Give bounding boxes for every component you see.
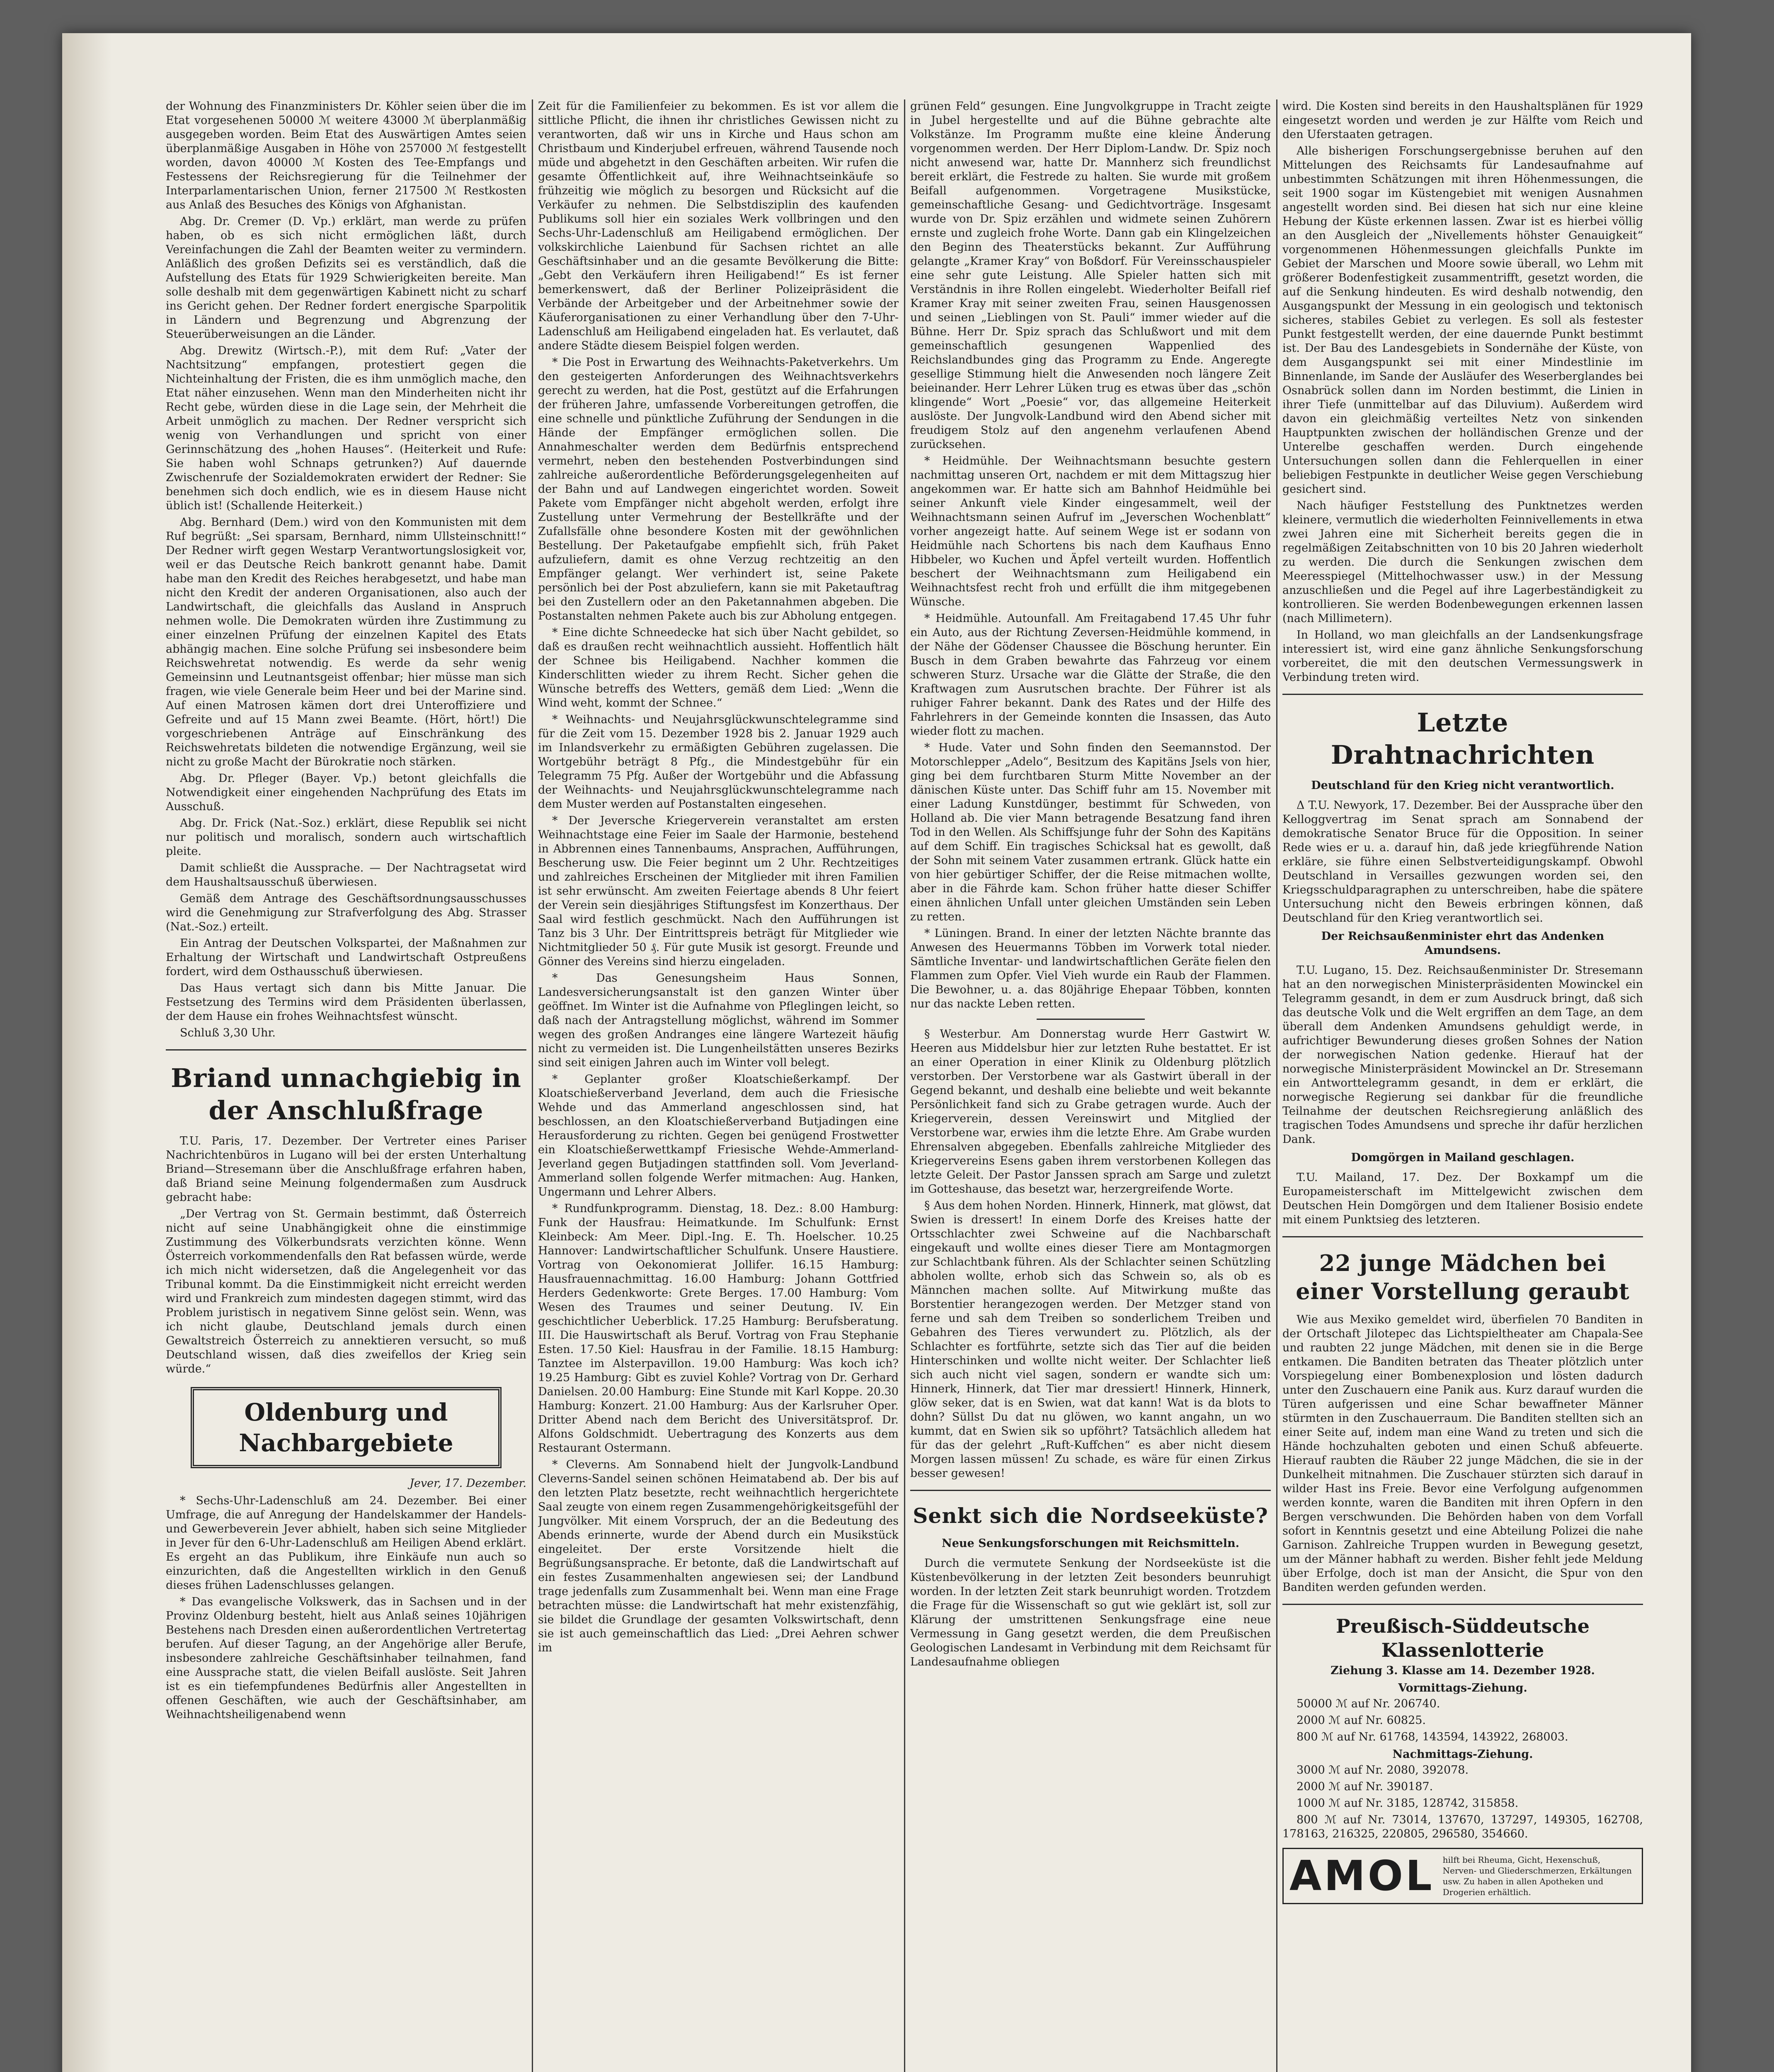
paragraph: * Der Jeversche Kriegerverein veranstaltet am ersten Weihnachtstage eine Feier im Saale der Harmonie, bestehend in Abbrennen eines Tannenbaums, Ansprachen, Aufführungen, Bescherung usw. Die Feier beginnt um 2 Uhr. Rechtzeitiges und zahlreiches Erscheinen der Mitglieder mit ihren Familien ist sehr erwünscht. Am zweiten Feiertage abends 8 Uhr feiert der Verein sein diesjähriges Stiftungsfest im Konzerthaus. Der Saal wird festlich geschmückt. Nach den Aufführungen ist Tanz bis 3 Uhr. Der Eintrittspreis beträgt für Mitglieder wie Nichtmitglieder 50 ₰. Für gute Musik ist gesorgt. Freunde und Gönner des Vereins sind hierzu eingeladen. [538, 814, 899, 968]
lottery-line: 800 ℳ auf Nr. 73014, 137670, 137297, 149305, 162708, 178163, 216325, 220805, 296580, 354660. [1282, 1813, 1643, 1840]
paragraph: Abg. Dr. Pfleger (Bayer. Vp.) betont gleichfalls die Notwendigkeit einer eingehenden Nachprüfung des Etats im Ausschuß. [166, 772, 526, 813]
paragraph: * Die Post in Erwartung des Weihnachts-Paketverkehrs. Um den gesteigerten Anforderungen des Weihnachtsverkehrs gerecht zu werden, hat die Post, gestützt auf die Erfahrungen der früheren Jahre, umfassende Vorbereitungen getroffen, die eine schnelle und pünktliche Zuführung der Sendungen in die Hände der Empfänger ermöglichen sollen. Die Annahmeschalter werden dem Bedürfnis entsprechend vermehrt, neben den bestehenden Postverbindungen sind zahlreiche außerordentliche Beförderungsgelegenheiten auf der Bahn und auf Landwegen eingerichtet worden. Soweit Pakete vom Empfänger nicht abgeholt werden, erfolgt ihre Zustellung unter Vermehrung der Bestellkräfte und der Zufallsfälle ohne besondere Kosten mit der gewöhnlichen Bestellung. Der Paketaufgabe empfiehlt sich, früh Paket aufzuliefern, damit es ohne Verzug rechtzeitig an den Empfänger gelangt. Wer verhindert ist, seine Pakete persönlich bei der Post abzuliefern, kann sie mit Paketauftrag bei den Zustellern oder an den Paketannahmen abgeben. Die Postanstalten nehmen Pakete auch bis zur Abholung entgegen. [538, 356, 899, 622]
paragraph: Alle bisherigen Forschungsergebnisse beruhen auf den Mittelungen des Reichsamts für Landesaufnahme auf unbestimmten Schätzungen mit ihren Höhenmessungen, die seit 1900 sogar im Küstengebiet mit wenigen Ausnahmen angestellt worden sind. Bei diesen hat sich nur eine kleine Hebung der Küste erkennen lassen. Zwar ist es hierbei völlig an den Ausgleich der „Nivellements höhster Genauigkeit“ vorgenommenen Höhenmessungen gleichfalls Punkte im Gebiet der Marschen und Moore sowie überall, wo Lehm mit größerer Bodenfestigkeit zusammentrifft, gesetzt worden, die auf die Senkung hindeuten. Es wird deshalb notwendig, den Ausgangspunkt der Messung in ein geologisch und tektonisch sicheres, stabiles Gebiet zu verlegen. Es soll als festester Punkt festgestellt werden, der eine dauernde Punkt bestimmt ist. Der Bau des Landesgebiets in Sondernähe der Küste, von dem Ausgangspunkt sei mit einer Mindestlinie im Binnenlande, im Sande der Ausläufer des Weserberglandes bei Osnabrück sollen dann im Norden bestimmt, die Linien in ihrer Tiefe (unmittelbar auf das Diluvium). Außerdem wird davon ein gleichmäßig verteiltes Netz von sinkenden Hauptpunkten zwischen der holländischen Grenze und der Unterelbe geschaffen werden. Durch eingehende Untersuchungen sollen dann die Fehlerquellen in einer beliebigen Festpunkte in deutlicher Weise gegen Verschiebung gesichert sind. [1282, 145, 1643, 496]
lottery-line: 2000 ℳ auf Nr. 60825. [1297, 1714, 1426, 1727]
headline-drahtnachrichten: Letzte Drahtnachrichten [1330, 707, 1595, 770]
closing-time: Schluß 3,30 Uhr. [180, 1026, 276, 1039]
subheadline-mailand: Domgörgen in Mailand geschlagen. [1351, 1151, 1575, 1164]
paragraph: Δ T.U. Newyork, 17. Dezember. Bei der Aussprache über den Kelloggvertrag im Senat sprach am Sonnabend der demokratische Senator Bruce für die Opposition. In seiner Rede wies er u. a. darauf hin, daß jede kriegführende Nation erkläre, sie führe einen Selbstverteidigungskampf. Obwohl Deutschland in Versailles gezwungen worden sei, den Kriegsschuldparagraphen zu unterschreiben, habe die spätere Untersuchung nicht den Beweis erbringen können, daß Deutschland für den Krieg verantwortlich sei. [1282, 799, 1643, 925]
lottery-line: 3000 ℳ auf Nr. 2080, 392078. [1297, 1764, 1469, 1777]
divider [1282, 1236, 1643, 1237]
paragraph: Nach häufiger Feststellung des Punktnetzes werden kleinere, vermutlich die wiederholten Feinnivellements in etwa zwei Jahren eine mit Sicherheit bereits gegen die in regelmäßigen Zeitabschnitten von 10 bis 20 Jahren wiederholt zu werden. Die durch die Senkungen zwischen dem Meeresspiegel (Mittelhochwasser usw.) in der Messung anzuschließen und die Pegel auf ihre Lagerbeständigkeit zu kontrollieren. Sie werden Bodenbewegungen erkennen lassen (nach Millimetern). [1282, 499, 1643, 625]
lottery-line: 50000 ℳ auf Nr. 206740. [1297, 1697, 1440, 1710]
column-rule [1276, 99, 1277, 2072]
divider [1282, 1604, 1643, 1605]
lottery-morning-label: Vormittags-Ziehung. [1398, 1682, 1527, 1694]
paragraph: „Der Vertrag von St. Germain bestimmt, daß Österreich nicht auf seine Unabhängigkeit ohne die einstimmige Zustimmung des Völkerbundsrats verzichten könne. Wenn Österreich vorkommendenfalls den Rat befassen würde, werde ich mich nicht widersetzen, daß die Angelegenheit vor das Tribunal kommt. Da die Einstimmigkeit nicht erreicht werden wird und Frankreich zum mindesten dagegen stimmt, wird das Problem juristisch in negativem Sinne gelöst sein. Wenn, was ich nicht glaube, Deutschland jemals durch einen Gewaltstreich Österreich zu annektieren versucht, so muß Deutschland wissen, daß dies zweifellos der Krieg sein würde.“ [166, 1208, 526, 1375]
paragraph: Abg. Dr. Cremer (D. Vp.) erklärt, man werde zu prüfen haben, ob es sich nicht ermöglichen läßt, durch Vereinfachungen die Zahl der Beamten weiter zu vermindern. Anläßlich des großen Defizits sei es verständlich, daß die Aufstellung des Etats für 1929 Schwierigkeiten bereite. Man solle deshalb mit dem gegenwärtigen Kabinett nicht zu scharf ins Gericht gehen. Der Redner fordert energische Sparpolitik in Ländern und Begrenzung und Abgrenzung der Steuerüberweisungen an die Länder. [166, 215, 526, 341]
paragraph: Durch die vermutete Senkung der Nordseeküste ist die Küstenbevölkerung in der letzten Zeit besonders beunruhigt worden. In der letzten Zeit stark beunruhigt worden. Trotzdem die Frage für die Wissenschaft so gut wie geklärt ist, soll zur Klärung der umstrittenen Senkungsfrage eine neue Vermessung in Gang gesetzt werden, die dem Preußischen Geologischen Landesamt in Verbindung mit dem Reichsamt für Landesaufnahme obliegen [910, 1557, 1271, 1668]
column-1 [166, 99, 526, 2072]
subheadline-krieg: Deutschland für den Krieg nicht verantwortlich. [1311, 779, 1614, 792]
column-rule [532, 99, 533, 2072]
paragraph: T.U. Paris, 17. Dezember. Der Vertreter eines Pariser Nachrichtenbüros in Lugano will bei der ersten Unterhaltung Briand—Stresemann über die Anschlußfrage erfahren haben, daß Briand seine Meinung folgendermaßen zum Ausdruck gebracht habe: [166, 1135, 526, 1204]
headline-maedchen: 22 junge Mädchen bei einer Vorstellung geraubt [1296, 1250, 1630, 1305]
paragraph: § Aus dem hohen Norden. Hinnerk, Hinnerk, mat glöwst, dat Swien is dressert! In einem Dorfe des Kreises hatte der Ortsschlachter zwei Schweine auf die Nachbarschaft eingekauft und wollte eines dieser Tiere am Montagmorgen zur Schlachtbank führen. Als der Schlachter seinen Schützling abholen wollte, erhob sich das Schwein so, als ob es Männchen machen sollte. Auf Mitwirkung mußte das Borstentier herangezogen werden. Der Metzger stand von ferne und sah dem Treiben so sonderlichem Treiben und Gebahren des Tieres verwundert zu. Plötzlich, als der Schlachter es fortführte, setzte sich das Tier auf die beiden Hinterschinken und wollte nicht weiter. Der Schlachter ließ sich auch nicht viel sagen, sondern er wandte sich um: Hinnerk, Hinnerk, dat Tier mar dressiert! Hinnerk, Hinnerk, glöw seker, dat is en Swien, wat dat kann! Wat is da blots to dohn? Süllst Du dat nu glöwen, wo kannt angahn, un wo kummt, dat en Swien sik so upföhrt? Tatsächlich alledem hat für das der gelehrt „Ruft-Kuffchen“ es aber nicht diesem Morgen lassen müssen! Zu schade, es wäre für einen Zirkus besser gewesen! [910, 1199, 1271, 1480]
column-4 [1282, 99, 1643, 2072]
paragraph: * Das evangelische Volkswerk, das in Sachsen und in der Provinz Oldenburg besteht, hielt aus Anlaß seines 10jährigen Bestehens nach Dresden einen außerordentlichen Vertretertag berufen. Auf dieser Tagung, an der Angehörige aller Berufe, insbesondere zahlreiche Geschäftsinhaber teilnahmen, fand eine Aussprache statt, die vielen Beifall auslöste. Seit Jahren ist es ein tiefempfundenes Bedürfnis aller Angestellten in offenen Geschäften, wie auch der Geschäftsinhaber, am Weihnachtsheiligenabend wenn [166, 1595, 526, 1721]
column-2 [538, 99, 899, 2072]
paragraph: * Hude. Vater und Sohn finden den Seemannstod. Der Motorschlepper „Adelo“, Besitzum des Kapitäns Jsels von hier, ging bei dem furchtbaren Sturm Mitte November an der dänischen Küste unter. Das Schiff fuhr am 15. November mit einer Ladung Kunstdünger, bestimmt für Schweden, von Holland ab. Die vier Mann betragende Besatzung fand ihren Tod in den Wellen. Als Schiffsjunge fuhr der Sohn des Kapitäns auf dem Schiff. Ein tragisches Schicksal hat es gewollt, daß der Sohn mit seinem Vater zusammen ertrank. Glück hatte ein von hier gebürtiger Schiffer, der die Reise mitmachen wollte, aber in die Fährde kam. Schon früher hatte dieser Schiffer einen ähnlichen Unfall unter gleichen Umständen sein Leben zu retten. [910, 741, 1271, 923]
lottery-results [1282, 1614, 1643, 1841]
lottery-line: 2000 ℳ auf Nr. 390187. [1297, 1780, 1433, 1793]
newspaper-page [62, 33, 1691, 2072]
paragraph: Wie aus Mexiko gemeldet wird, überfielen 70 Banditen in der Ortschaft Jilotepec das Lichtspieltheater am Chapala-See und raubten 22 junge Mädchen, mit denen sie in die Berge entkamen. Die Banditen betraten das Theater plötzlich unter Vorspiegelung einer Bombenexplosion und lösten dadurch unter den Zuschauern eine Panik aus. Kurz darauf wurden die Türen aufgerissen und eine Schar bewaffneter Männer stürmten in den Zuschauerraum. Die Banditen stellten sich an einer Seite auf, indem man eine Wand zu treten und sich die Hände hochzuhalten geboten und einen Schuß abfeuerte. Hierauf raubten die Räuber 22 junge Mädchen, die sie in der Dunkelheit mitnahmen. Die Zuschauer stürzten sich darauf in wilder Hast ins Freie. Bevor eine Verfolgung aufgenommen werden konnte, waren die Banditen mit ihren Opfern in den Bergen verschwunden. Die Behörden haben von dem Vorfall sofort in Kenntnis gesetzt und eine Abteilung Polizei die nahe Garnison. Zahlreiche Truppen wurden in Bewegung gesetzt, um der Männer habhaft zu werden. Bisher fehlt jede Meldung über Erfolge, doch ist man der Ansicht, die Spur von den Banditen werden gefunden werden. [1282, 1313, 1643, 1594]
paragraph: * Das Genesungsheim Haus Sonnen, Landesversicherungsanstalt ist den ganzen Winter über geöffnet. Im Winter ist die Aufnahme von Pfleglingen leicht, so daß nach der Antragstellung möglichst, während im Sommer wegen des großen Andranges eine längere Wartezeit häufig nicht zu vermeiden ist. Die Lungenheilstätten unseres Bezirks sind seit einigen Jahren auch im Winter voll belegt. [538, 972, 899, 1069]
subheadline-amundsen: Der Reichsaußenminister ehrt das Andenken Amundsens. [1321, 930, 1604, 957]
paragraph: * Eine dichte Schneedecke hat sich über Nacht gebildet, so daß es draußen recht weihnachtlich aussieht. Hoffentlich hält der Schnee bis Heiligabend. Nachher kommen die Kinderschlitten wieder zu ihrem Recht. Sicher gehen die Wünsche betreffs des Wetters, gemäß dem Lied: „Wenn die Wind weht, kommt der Schnee.“ [538, 626, 899, 709]
subheadline-nordsee: Neue Senkungsforschungen mit Reichsmitteln. [942, 1537, 1239, 1550]
paragraph: Ein Antrag der Deutschen Volkspartei, der Maßnahmen zur Erhaltung der Wirtschaft und Landwirtschaft Ostpreußens fordert, wird dem Osthausschuß überwiesen. [166, 937, 526, 978]
paragraph: Das Haus vertagt sich dann bis Mitte Januar. Die Festsetzung des Termins wird dem Präsidenten überlassen, der dem Hause ein frohes Weihnachtsfest wünscht. [166, 982, 526, 1023]
divider [910, 1490, 1271, 1491]
column-rule [904, 99, 905, 2072]
paragraph: Abg. Bernhard (Dem.) wird von den Kommunisten mit dem Ruf begrüßt: „Sei sparsam, Bernhard, nimm Ullsteinschnitt!“ Der Redner wirft gegen Westarp Verantwortungslosigkeit vor, weil er das Deutsche Reich bankrott genannt habe. Damit habe man den Kredit des Reiches herabgesetzt, und habe man nicht den Kredit der anderen Organisationen, also auch der Landwirtschaft, die gleichfalls das Ausland in Anspruch nehmen wolle. Die Demokraten würden ihre Zustimmung zu einer einzelnen Prüfung der einzelnen Kapitel des Etats abhängig machen. Eine solche Prüfung sei insbesondere beim Reichswehretat notwendig. Es werde da sehr wenig Gemeinsinn und Leutnantsgeist offenbar; hier müsse man sich fragen, wie viele Generale beim Heer und bei der Marine sind. Auf einen Matrosen kämen dort drei Unteroffiziere und Gefreite und auf 15 Mann zwei Beamte. (Hört, hört!) Die vorgeschriebenen Anträge auf Einschränkung des Reichswehretats bildeten die notwendige Ergänzung, weil sie nicht zu große Macht der Bürokratie noch stärken. [166, 516, 526, 768]
paragraph: In Holland, wo man gleichfalls an der Landsenkungsfrage interessiert ist, wird eine ganz ähnliche Senkungsforschung vorbereitet, die mit den deutschen Vermessungswerk in Verbindung treten wird. [1282, 629, 1643, 684]
lottery-line: 800 ℳ auf Nr. 61768, 143594, 143922, 268003. [1297, 1731, 1568, 1743]
divider [166, 1049, 526, 1051]
divider [1037, 1019, 1145, 1020]
amol-ad-text: hilft bei Rheuma, Gicht, Hexenschuß, Nerven- und Gliederschmerzen, Erkältungen usw. Zu haben in allen Apotheken und Drogerien erhältlich. [1442, 1855, 1632, 1897]
paragraph: * Rundfunkprogramm. Dienstag, 18. Dez.: 8.00 Hamburg: Funk der Hausfrau: Heimatkunde. Im Schulfunk: Ernst Kleinbeck: Am Meer. Dipl.-Ing. E. Th. Hoelscher. 10.25 Hannover: Landwirtschaftlicher Schulfunk. Unsere Haustiere. Vortrag von Oekonomierat Jollifer. 16.15 Hamburg: Hausfrauennachmittag. 16.00 Hamburg: Johann Gottfried Herders Gedenkworte: Grete Berges. 17.00 Hamburg: Vom Wesen des Traumes und seiner Deutung. IV. Ein geschichtlicher Ueberblick. 17.25 Hamburg: Berufsberatung. III. Die Hauswirtschaft als Beruf. Vortrag von Frau Stephanie Esten. 17.50 Kiel: Hausfrau in der Familie. 18.15 Hamburg: Tanztee im Alsterpavillon. 19.00 Hamburg: Was koch ich? 19.25 Hamburg: Gibt es zuviel Kohle? Vortrag von Dr. Gerhard Danielsen. 20.00 Hamburg: Eine Stunde mit Karl Koppe. 20.30 Hamburg: Konzert. 21.00 Hamburg: Aus der Karlsruher Oper. Dritter Abend nach dem Bericht des Universitätsprof. Dr. Alfons Goldschmidt. Uebertragung des Konzerts aus dem Restaurant Ostermann. [538, 1202, 899, 1455]
paragraph: * Lüningen. Brand. In einer der letzten Nächte brannte das Anwesen des Heuermanns Többen im Vorwerk total nieder. Sämtliche Inventar- und landwirtschaftlichen Geräte fielen den Flammen zum Opfer. Viel Vieh wurde ein Raub der Flammen. Die Bewohner, u. a. das 80jährige Ehepaar Többen, konnten nur das nackte Leben retten. [910, 927, 1271, 1010]
paragraph: Damit schließt die Aussprache. — Der Nachtragsetat wird dem Haushaltsausschuß überwiesen. [166, 862, 526, 888]
binding-edge [62, 33, 112, 2072]
paragraph: T.U. Lugano, 15. Dez. Reichsaußenminister Dr. Stresemann hat an den norwegischen Ministerpräsidenten Mowinckel ein Telegramm gesandt, in dem er zum Ausdruck bringt, daß sich das deutsche Volk und die Welt ergriffen an dem Tage, an dem überall dem Andenken Amundsens gehuldigt werde, in aufrichtiger Bewunderung dieses großen Sohnes der Nation der norwegischen Nation gedenke. Hierauf hat der norwegische Ministerpräsident Mowinckel an Dr. Stresemann ein Antworttelegramm gesandt, in dem er erklärt, die norwegische Regierung sei dankbar für die freundliche Teilnahme der deutschen Reichsregierung anläßlich des tragischen Todes Amundsens und spreche ihr dafür herzlichen Dank. [1282, 964, 1643, 1146]
headline-briand: Briand unnachgiebig in der Anschlußfrage [171, 1063, 521, 1126]
lottery-title: Preußisch-Süddeutsche Klassenlotterie [1336, 1615, 1590, 1661]
headline-nordsee: Senkt sich die Nordseeküste? [913, 1503, 1268, 1528]
column-3 [910, 99, 1271, 2072]
paragraph: * Geplanter großer Kloatschießerkampf. Der Kloatschießerverband Jeverland, dem auch die Friesische Wehde und das Ammerland angeschlossen sind, hat beschlossen, an den Kloatschießerverband Butjadingen eine Herausforderung zu richten. Gegen bei genügend Frostwetter ein Kloatschießerwettkampf Friesische Wehde-Ammerland-Jeverland gegen Butjadingen stattfinden soll. Vom Jeverland-Ammerland sollen folgende Werfer mitmachen: Aug. Hanken, Ungermann und Lehrer Albers. [538, 1073, 899, 1198]
paragraph: wird. Die Kosten sind bereits in den Haushaltsplänen für 1929 eingesetzt worden und werden je zur Hälfte vom Reich und den Uferstaaten getragen. [1282, 100, 1643, 141]
amol-advertisement [1282, 1848, 1643, 1904]
paragraph: * Sechs-Uhr-Ladenschluß am 24. Dezember. Bei einer Umfrage, die auf Anregung der Handelskammer der Handels- und Gewerbeverein Jever abhielt, haben sich seine Mitglieder in Jever für den 6-Uhr-Ladenschluß am Heiligen Abend erklärt. Es ergeht an das Publikum, ihre Einkäufe nun auch so einzurichten, daß die Angestellten wirklich in den Genuß dieses frühen Ladenschlusses gelangen. [166, 1494, 526, 1592]
divider [1282, 694, 1643, 695]
paragraph: * Weihnachts- und Neujahrsglückwunschtelegramme sind für die Zeit vom 15. Dezember 1928 bis 2. Januar 1929 auch im Inlandsverkehr zu ermäßigten Gebühren zugelassen. Die Wortgebühr beträgt 8 Pfg., die Mindestgebühr für ein Telegramm 75 Pfg. Außer der Wortgebühr und die Abfassung der Weihnachts- und Neujahrsglückwunschtelegramme nach dem Muster werden auf Postanstalten eingesehen. [538, 713, 899, 811]
paragraph: Abg. Dr. Frick (Nat.-Soz.) erklärt, diese Republik sei nicht nur politisch und moralisch, sondern auch wirtschaftlich pleite. [166, 817, 526, 858]
paragraph: der Wohnung des Finanzministers Dr. Köhler seien über die im Etat vorgesehenen 50000 ℳ weitere 43000 ℳ überplanmäßig ausgegeben worden. Beim Etat des Auswärtigen Amtes seien überplanmäßige Ausgaben in Höhe von 257000 ℳ festgestellt worden, davon 40000 ℳ Kosten des Tee-Empfangs und Festessens der Reichsregierung für die Teilnehmer der Interparlamentarischen Union, ferner 217500 ℳ Restkosten aus Anlaß des Besuches des Königs von Afghanistan. [166, 100, 526, 211]
section-header-oldenburg: Oldenburg und Nachbargebiete [191, 1387, 502, 1468]
col1-top-paragraphs [166, 99, 526, 1040]
paragraph: * Heidmühle. Autounfall. Am Freitagabend 17.45 Uhr fuhr ein Auto, aus der Richtung Zeversen-Heidmühle kommend, in der Nähe der Gödenser Chaussee die Böschung herunter. Ein Busch in dem Graben bewahrte das Fahrzeug vor einem schweren Sturz. Ursache war die Glätte der Straße, die den Kraftwagen zum Ausrutschen brachte. Der Führer ist als ruhiger Fahrer bekannt. Dank des Rates und der Hilfe des Fahrlehrers in der Gemeinde konnten die Insassen, das Auto wieder flott zu machen. [910, 612, 1271, 738]
paragraph: Gemäß dem Antrage des Geschäftsordnungsausschusses wird die Genehmigung zur Strafverfolgung des Abg. Strasser (Nat.-Soz.) erteilt. [166, 892, 526, 933]
paragraph: * Cleverns. Am Sonnabend hielt der Jungvolk-Landbund Cleverns-Sandel seinen schönen Heimatabend ab. Der bis auf den letzten Platz besetzte, recht weihnachtlich hergerichtete Saal zeugte von einem regen Zusammengehörigkeitsgefühl der Jungvölker. Mit einem Vorspruch, der an die Bedeutung des Abends erinnerte, wurde der Abend durch ein Musikstück eingeleitet. Der erste Vorsitzende hielt die Begrüßungsansprache. Er betonte, daß die Landwirtschaft auf ein festes Zusammenhalten angewiesen sei; der Landbund trage jedenfalls zum Zusammenhalt bei. Wenn man eine Frage betrachten müsse: die Landwirtschaft hat mehr existenzfähig, sie bildet die Grundlage der gesamten Volkswirtschaft, denn sie ist auch gemeinschaftlich das Lied: „Drei Aehren schwer im [538, 1458, 899, 1654]
lottery-afternoon-label: Nachmittags-Ziehung. [1392, 1748, 1533, 1761]
paragraph: * Heidmühle. Der Weihnachtsmann besuchte gestern nachmittag unseren Ort, nachdem er mit dem Mittagszug hier angekommen war. Er hatte sich am Bahnhof Heidmühle bei seiner Ankunft viele Kinder eingesammelt, weil der Weihnachtsmann seinen Aufruf im „Jeverschen Wochenblatt“ vorher angezeigt hatte. Auf seinem Wege ist er sodann von Heidmühle nach Schortens bis nach dem Kaufhaus Enno Hibbeler, wo Kuchen und Äpfel verteilt wurden. Hoffentlich beschert der Weihnachtsmann zum Heiligabend ein Weihnachtsfest recht froh und erfüllt die ihm mitgegebenen Wünsche. [910, 455, 1271, 608]
dateline: Jever, 17. Dezember. [410, 1477, 526, 1490]
lottery-line: 1000 ℳ auf Nr. 3185, 128742, 315858. [1297, 1797, 1519, 1810]
paragraph: T.U. Mailand, 17. Dez. Der Boxkampf um die Europameisterschaft im Mittelgewicht zwischen dem Deutschen Hein Domgörgen und dem Italiener Bosisio endete mit einem Punktsieg des letzteren. [1282, 1171, 1643, 1226]
paragraph: Zeit für die Familienfeier zu bekommen. Es ist vor allem die sittliche Pflicht, die ihnen ihr christliches Gewissen nicht zu verantworten, daß wir uns in Kirche und Haus schon am Christbaum und Kinderjubel erfreuen, während Tausende noch müde und abgehetzt in den Geschäften arbeiten. Wir rufen die gesamte Öffentlichkeit auf, ihre Weihnachtseinkäufe so frühzeitig wie möglich zu besorgen und Rücksicht auf die Verkäufer zu nehmen. Die Selbstdisziplin des kaufenden Publikums soll hier ein soziales Werk vollbringen und den Sechs-Uhr-Ladenschluß am Heiligabend ermöglichen. Der volkskirchliche Laienbund für Sachsen richtet an alle Geschäftsinhaber und an die gesamte Bevölkerung die Bitte: „Gebt den Verkäufern ihren Heiligabend!“ Es ist ferner bemerkenswert, daß der Berliner Polizeipräsident die Verbände der Arbeitgeber und der Arbeitnehmer sowie der Käuferorganisationen zu einer Verhandlung über den 7-Uhr-Ladenschluß am Heiligabend eingeladen hat. Es verlautet, daß andere Städte diesem Beispiel folgen werden. [538, 100, 899, 352]
amol-logo: AMOL [1289, 1852, 1435, 1900]
paragraph: Abg. Drewitz (Wirtsch.-P.), mit dem Ruf: „Vater der Nachtsitzung“ empfangen, protestiert gegen die Nichteinhaltung der Fristen, die es ihm unmöglich mache, den Etat näher einzusehen. Wenn man den Minderheiten nicht ihr Recht gebe, würden diese in die Lage sein, der Mehrheit die Arbeit unmöglich zu machen. Der Redner verspricht sich wenig von Verhandlungen und spricht von einer Gerinnschätzung des „hohen Hauses“. (Heiterkeit und Rufe: Sie haben wohl Schnaps getrunken?) Auf dauernde Zwischenrufe der Sozialdemokraten erwidert der Redner: Sie benehmen sich doch endlich, wie es in diesem Hause nicht üblich ist! (Schallende Heiterkeit.) [166, 344, 526, 512]
lottery-subtitle: Ziehung 3. Klasse am 14. Dezember 1928. [1330, 1664, 1595, 1677]
paragraph: § Westerbur. Am Donnerstag wurde Herr Gastwirt W. Heeren aus Middelsbur hier zur letzten Ruhe bestattet. Er ist an einer Operation in einer Klinik zu Oldenburg plötzlich verstorben. Der Verstorbene war als Gastwirt überall in der Gegend bekannt, und deshalb eine beliebte und weit bekannte Persönlichkeit fand sich zu Grabe getragen wurde. Auch der Kriegerverein, dessen Vereinswirt und Mitglied der Verstorbene war, erwies ihm die letzte Ehre. Am Grabe wurden Ehrensalven abgegeben. Ebenfalls zahlreiche Mitglieder des Kriegervereins Esens gaben ihrem verstorbenen Kollegen das letzte Geleit. Der Pastor Janssen sprach am Sarge und zuletzt im Gotteshause, das besetzt war, herzergreifende Worte. [910, 1028, 1271, 1196]
paragraph: grünen Feld“ gesungen. Eine Jungvolkgruppe in Tracht zeigte in Jubel hergestellte und auf die Bühne gebrachte alte Volkstänze. Im Programm mußte eine kleine Änderung vorgenommen werden. Der Herr Diplom-Landw. Dr. Spiz noch nicht anwesend war, hatte Dr. Mannherz sich freundlichst bereit erklärt, die Festrede zu halten. Sie wurde mit großem Beifall aufgenommen. Vorgetragene Musikstücke, gemeinschaftliche Gesang- und Gedichtvorträge. Insgesamt wurde von Dr. Spiz erzählen und widmete seinen Zuhörern ernste und zugleich frohe Worte. Dann gab ein Klingelzeichen den Beginn des Theaterstücks bekannt. Zur Aufführung gelangte „Kramer Kray“ von Boßdorf. Für Vereinsschauspieler eine sehr gute Leistung. Alle Spieler hatten sich mit Verständnis in ihre Rollen eingelebt. Wiederholter Beifall rief Kramer Kray mit seiner zweiten Frau, seinen Hausgenossen und seinen „Lieblingen von St. Pauli“ immer wieder auf die Bühne. Herr Dr. Spiz sprach das Schlußwort und mit dem gemeinschaftlich gesungenen Wappenlied des Reichslandbundes ging das Programm zu Ende. Angeregte gesellige Stimmung hielt die Anwesenden noch längere Zeit beieinander. Herr Lehrer Lüken trug es etwas über das „schön klingende“ Wort „Poesie“ vor, das allgemeine Heiterkeit auslöste. Der Jungvolk-Landbund wird den Abend sicher mit freudigem Stolz auf den angenehm verlaufenen Abend zurücksehen. [910, 100, 1271, 451]
